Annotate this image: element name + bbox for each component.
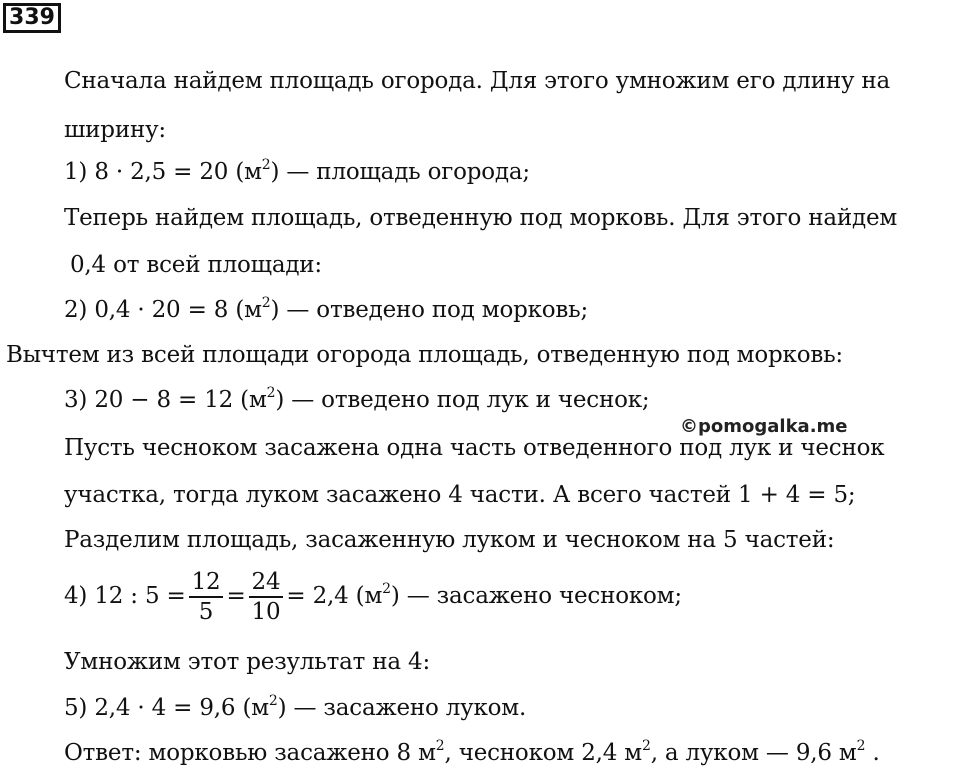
equation-line-2 — [64, 295, 588, 325]
equation-3-text: 3) 20 − 8 = 12 (м — [64, 387, 267, 413]
answer-part-3: , а луком — 9,6 м — [650, 740, 857, 766]
text-line-10: участка, тогда луком засажено 4 части. А всего частей 1 + 4 = 5; — [64, 482, 856, 508]
squared-superscript: 2 — [856, 738, 866, 754]
text-line-1: Сначала найдем площадь огорода. Для этого умножим его длину на — [64, 68, 891, 94]
fraction-denominator: 10 — [251, 599, 281, 625]
squared-superscript: 2 — [261, 157, 271, 173]
text-line-13: Умножим этот результат на 4: — [64, 649, 431, 675]
text-line-9: Пусть чесноком засажена одна часть отведенного под лук и чеснок — [64, 435, 885, 461]
equation-line-5 — [64, 693, 526, 723]
text-line-2: ширину: — [64, 117, 166, 143]
fraction-numerator: 12 — [189, 568, 224, 598]
equation-4-tail: ) — засажено чесноком; — [390, 583, 682, 609]
text-line-7: Вычтем из всей площади огорода площадь, отведенную под морковь: — [6, 342, 843, 368]
fraction-denominator: 5 — [198, 599, 214, 625]
fraction-numerator: 24 — [249, 568, 284, 598]
equation-1-result: ) — площадь огорода; — [270, 159, 530, 185]
equation-2-text: 2) 0,4 · 20 = 8 (м — [64, 297, 262, 323]
equation-5-result: ) — засажено луком. — [277, 695, 527, 721]
answer-part-2: , чесноком 2,4 м — [444, 740, 642, 766]
watermark: ©pomogalka.me — [680, 416, 848, 437]
equation-3-result: ) — отведено под лук и чеснок; — [275, 387, 650, 413]
squared-superscript: 2 — [261, 295, 271, 311]
answer-part-4: . — [865, 740, 880, 766]
fraction-24-over-10 — [249, 568, 284, 626]
equation-line-3 — [64, 385, 649, 415]
equation-1-text: 1) 8 · 2,5 = 20 (м — [64, 159, 262, 185]
equation-4-prefix: 4) 12 : 5 = — [64, 583, 186, 609]
answer-part-1: Ответ: морковью засажено 8 м — [64, 740, 436, 766]
fraction-12-over-5 — [189, 568, 224, 626]
answer-line — [64, 738, 880, 768]
text-line-11: Разделим площадь, засаженную луком и чесноком на 5 частей: — [64, 527, 835, 553]
squared-superscript: 2 — [435, 738, 445, 754]
problem-number-badge: 339 — [3, 3, 61, 33]
squared-superscript: 2 — [268, 693, 278, 709]
squared-superscript: 2 — [266, 385, 276, 401]
squared-superscript: 2 — [641, 738, 651, 754]
squared-superscript: 2 — [382, 581, 391, 597]
equation-line-4 — [64, 568, 682, 626]
equation-5-text: 5) 2,4 · 4 = 9,6 (м — [64, 695, 269, 721]
text-line-4: Теперь найдем площадь, отведенную под морковь. Для этого найдем — [64, 205, 898, 231]
equation-line-1 — [64, 157, 530, 187]
equals-sign: = — [226, 583, 246, 609]
equation-4-result: = 2,4 (м — [286, 583, 383, 609]
text-line-5: 0,4 от всей площади: — [70, 252, 322, 278]
equation-2-result: ) — отведено под морковь; — [270, 297, 589, 323]
